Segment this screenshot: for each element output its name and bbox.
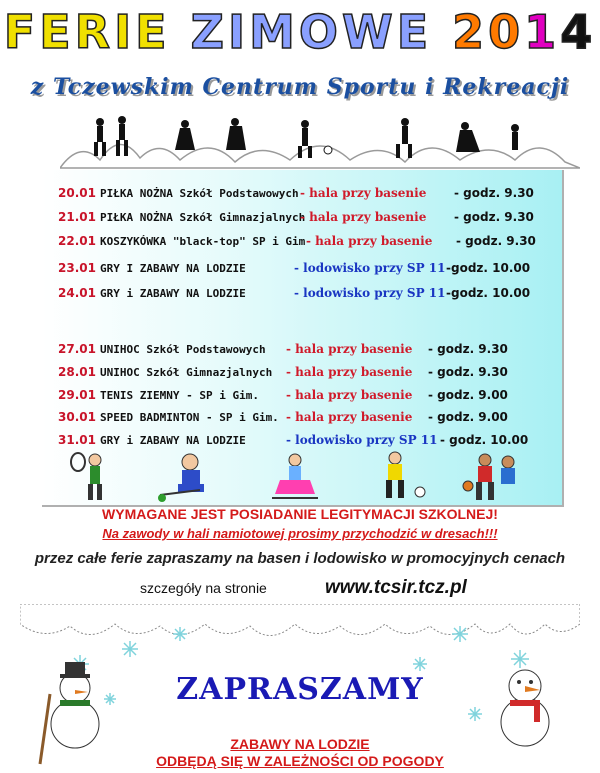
schedule-date: 24.01 [58, 286, 96, 300]
schedule-time: - godz. 9.30 [428, 365, 508, 379]
schedule-date: 22.01 [58, 234, 96, 248]
website-link[interactable]: www.tcsir.tcz.pl [325, 577, 467, 598]
title-part [171, 5, 191, 59]
schedule-date: 31.01 [58, 433, 96, 447]
schedule-venue: - hala przy basenie [286, 388, 413, 402]
schedule-row [58, 207, 534, 227]
schedule-venue: - hala przy basenie [286, 365, 413, 379]
schedule-row [58, 231, 536, 251]
footer-line-2: ODBĘDĄ SIĘ W ZALEŻNOŚCI OD POGODY [156, 753, 444, 769]
schedule-date: 21.01 [58, 210, 96, 224]
schedule-venue: - hala przy basenie [300, 210, 427, 224]
schedule-row [58, 407, 508, 427]
schedule-time: -godz. 10.00 [446, 286, 531, 300]
schedule-event: UNIHOC Szkół Gimnazjalnych [100, 365, 273, 379]
dress-code-notice: Na zawody w hali namiotowej prosimy przychodzić w dresach!!! [102, 526, 498, 541]
schedule-time: - godz. 9.00 [428, 410, 508, 424]
schedule-row [58, 339, 508, 359]
schedule-venue: - hala przy basenie [306, 234, 433, 248]
schedule-event: GRY i ZABAWY NA LODZIE [100, 433, 246, 447]
promo-text: przez całe ferie zapraszamy na basen i lodowisko w promocyjnych cenach [34, 550, 566, 567]
title-part: ZIMOWE [190, 5, 433, 59]
schedule-event: PIŁKA NOŻNA Szkół Podstawowych [100, 186, 299, 200]
hockey-player-illustration [158, 454, 204, 502]
schedule-date: 28.01 [58, 365, 96, 379]
schedule-row [58, 362, 508, 382]
footballer-illustration [386, 452, 425, 498]
title-part: 1 [524, 5, 561, 59]
schedule-time: - godz. 9.00 [428, 388, 508, 402]
required-id-notice: WYMAGANE JEST POSIADANIE LEGITYMACJI SZKOLNEJ! [102, 506, 498, 522]
tennis-player-illustration [71, 453, 102, 500]
schedule-time: - godz. 9.30 [454, 210, 534, 224]
schedule-venue: - lodowisko przy SP 11 [294, 261, 446, 275]
schedule-time: - godz. 9.30 [456, 234, 536, 248]
poster-subtitle: z Tczewskim Centrum Sportu i Rekreacji [30, 74, 570, 100]
schedule-time: -godz. 10.00 [446, 261, 531, 275]
schedule-event: GRY i ZABAWY NA LODZIE [100, 286, 246, 300]
schedule-venue: - hala przy basenie [286, 410, 413, 424]
details-label: szczegóły na stronie [140, 580, 267, 596]
schedule-date: 29.01 [58, 388, 96, 402]
schedule-venue: - hala przy basenie [286, 342, 413, 356]
schedule-event: UNIHOC Szkół Podstawowych [100, 342, 266, 356]
title-part: 20 [452, 5, 525, 59]
schedule-venue: - hala przy basenie [300, 186, 427, 200]
schedule-venue: - lodowisko przy SP 11 [294, 286, 446, 300]
schedule-venue: - lodowisko przy SP 11 [286, 433, 438, 447]
schedule-date: 30.01 [58, 410, 96, 424]
schedule-event: GRY I ZABAWY NA LODZIE [100, 261, 246, 275]
title-part: 4 [560, 5, 597, 59]
schedule-time: - godz. 10.00 [440, 433, 529, 447]
schedule-event: PIŁKA NOŻNA Szkół Gimnazjalnych [100, 210, 306, 224]
basketball-players-illustration [463, 454, 515, 500]
schedule-time: - godz. 9.30 [428, 342, 508, 356]
schedule-row [58, 430, 529, 450]
schedule-row [58, 385, 508, 405]
schedule-date: 20.01 [58, 186, 96, 200]
schedule-event: TENIS ZIEMNY - SP i Gim. [100, 388, 259, 402]
athletes-illustrations [60, 450, 530, 505]
schedule-date: 23.01 [58, 261, 96, 275]
schedule-time: - godz. 9.30 [454, 186, 534, 200]
schedule-row [58, 258, 531, 278]
athletes-silhouettes-top [60, 110, 580, 170]
schedule-event: SPEED BADMINTON - SP i Gim. [100, 410, 279, 424]
schedule-row [58, 283, 531, 303]
skater-illustration [272, 454, 318, 498]
invite-heading: ZAPRASZAMY [176, 672, 424, 707]
title-part: FERIE [3, 5, 171, 59]
poster-title [0, 2, 600, 62]
schedule-event: KOSZYKÓWKA "black-top" SP i Gim [100, 234, 306, 248]
title-part [432, 5, 452, 59]
schedule-date: 27.01 [58, 342, 96, 356]
schedule-row [58, 183, 534, 203]
footer-line-1: ZABAWY NA LODZIE [230, 736, 370, 752]
